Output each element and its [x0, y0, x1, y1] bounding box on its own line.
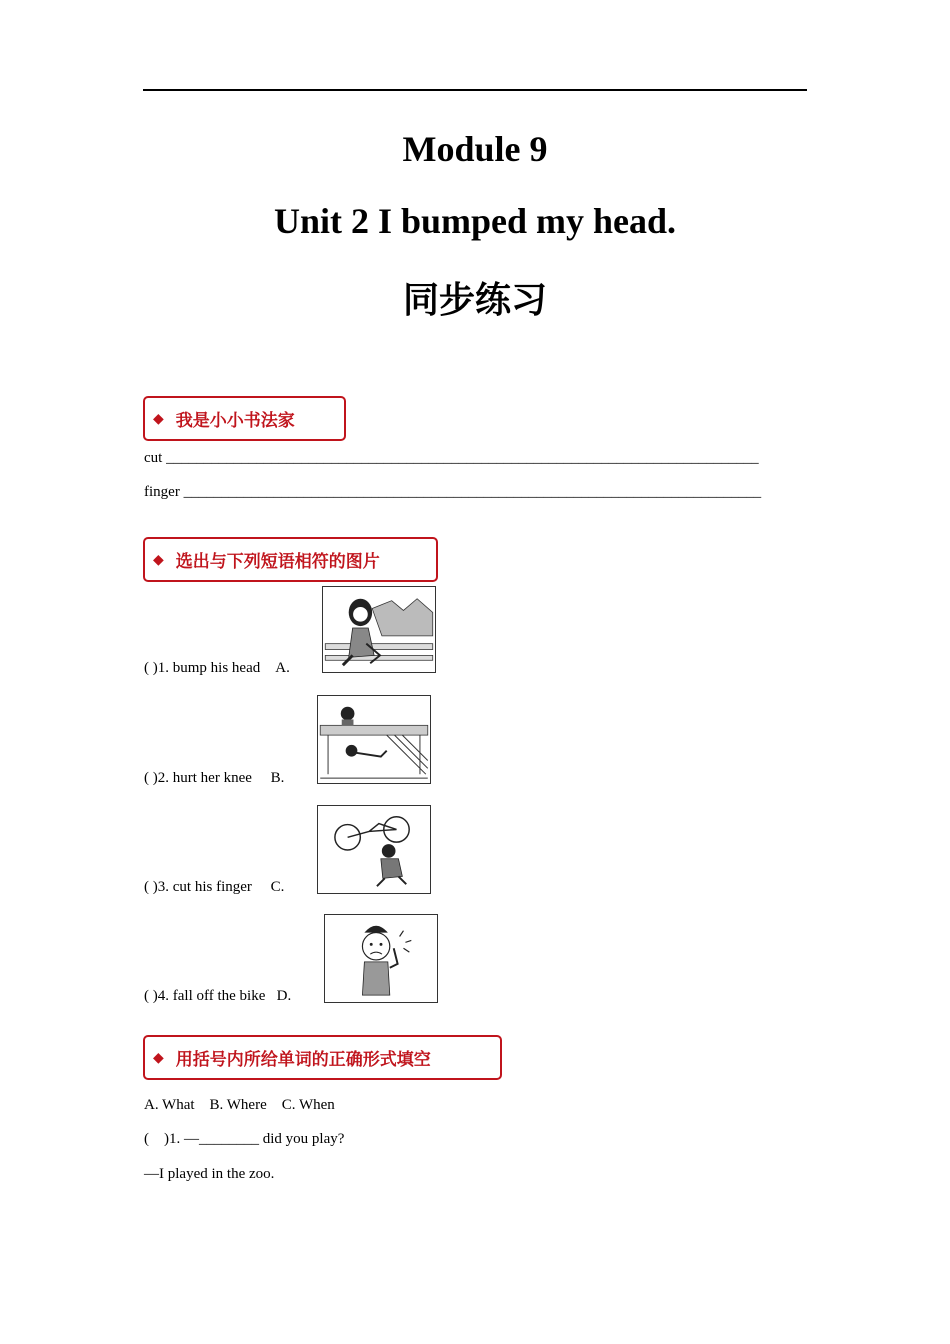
option-label: A.	[275, 660, 290, 676]
answer-paren[interactable]: ( )	[144, 770, 158, 786]
writing-line-finger[interactable]	[144, 484, 761, 501]
top-rule	[143, 89, 807, 91]
blank-line: _______________________________________________________________________________	[166, 450, 759, 466]
option-label: B.	[270, 770, 285, 786]
match-item-2	[144, 770, 284, 787]
match-item-3	[144, 879, 284, 896]
question-1[interactable]: ( )1. —________ did you play?	[144, 1131, 345, 1147]
answer-paren[interactable]: ( )	[144, 879, 158, 895]
picture-d-cut-finger	[324, 914, 438, 1003]
option-label: D.	[276, 988, 292, 1004]
match-item-4	[144, 988, 291, 1005]
item-text: 4. fall off the bike	[157, 988, 266, 1004]
section-header-calligraphy	[143, 396, 346, 441]
picture-a-girl-hurt-knee	[322, 586, 436, 673]
module-title: Module 9	[402, 129, 548, 169]
item-text: 3. cut his finger	[157, 879, 252, 895]
item-text: 1. bump his head	[157, 660, 261, 676]
diamond-icon: ◆	[153, 551, 164, 568]
option-label: C.	[270, 879, 285, 895]
word-label: finger	[144, 484, 180, 500]
section-title: 我是小小书法家	[175, 411, 295, 431]
picture-b-boy-bump-head	[317, 695, 431, 784]
exercise-subtitle: 同步练习	[402, 280, 547, 321]
answer-paren[interactable]: ( )	[144, 660, 158, 676]
answer-choices: A. What B. Where C. When	[144, 1097, 335, 1113]
section-title: 用括号内所给单词的正确形式填空	[175, 1050, 431, 1070]
section-header-fill-in	[143, 1035, 502, 1080]
answer-paren[interactable]: ( )	[144, 988, 158, 1004]
match-item-1	[144, 660, 290, 677]
diamond-icon: ◆	[153, 1049, 164, 1066]
item-text: 2. hurt her knee	[157, 770, 252, 786]
section-header-match-pictures	[143, 537, 438, 582]
section-title: 选出与下列短语相符的图片	[175, 552, 380, 572]
writing-line-cut[interactable]	[144, 450, 759, 467]
unit-title: Unit 2 I bumped my head.	[273, 201, 677, 241]
answer-1-dialogue: —I played in the zoo.	[144, 1166, 275, 1182]
diamond-icon: ◆	[153, 410, 164, 427]
blank-line: _____________________________________________________________________________	[183, 484, 762, 500]
word-label: cut	[144, 450, 163, 466]
picture-c-fall-off-bike	[317, 805, 431, 894]
